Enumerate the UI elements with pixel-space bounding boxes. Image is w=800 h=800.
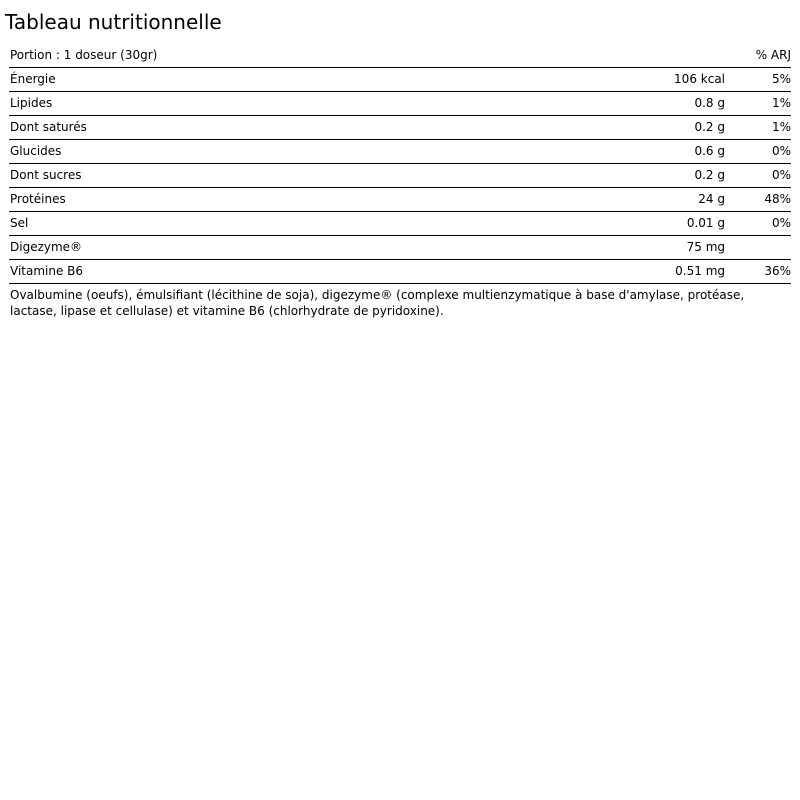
- nutrient-label: Protéines: [9, 188, 524, 212]
- nutrient-amount: 0.51 mg: [524, 260, 732, 284]
- nutrient-amount: 106 kcal: [524, 68, 732, 92]
- nutrient-amount: 0.2 g: [524, 164, 732, 188]
- nutrient-label: Énergie: [9, 68, 524, 92]
- nutrient-pct: 0%: [732, 164, 791, 188]
- table-row: [9, 92, 791, 116]
- nutrient-label: Sel: [9, 212, 524, 236]
- nutrient-pct: 5%: [732, 68, 791, 92]
- table-row: [9, 116, 791, 140]
- nutrient-amount: 0.01 g: [524, 212, 732, 236]
- nutrient-amount: 0.2 g: [524, 116, 732, 140]
- nutrient-pct: 1%: [732, 92, 791, 116]
- nutrient-pct: 0%: [732, 212, 791, 236]
- nutrient-pct: 36%: [732, 260, 791, 284]
- nutrient-label: Dont saturés: [9, 116, 524, 140]
- nutrient-label: Dont sucres: [9, 164, 524, 188]
- nutrient-label: Vitamine B6: [9, 260, 524, 284]
- portion-label: Portion : 1 doseur (30gr): [9, 44, 524, 68]
- ingredients-text: Ovalbumine (oeufs), émulsifiant (lécithine de soja), digezyme® (complexe multienzymatique à base d'amylase, protéase, lactase, lipase et cellulase) et vitamine B6 (chlorhydrate de pyridoxine).: [10, 288, 745, 318]
- table-row: [9, 188, 791, 212]
- nutrient-amount: 24 g: [524, 188, 732, 212]
- nutrient-amount: 75 mg: [524, 236, 732, 260]
- nutrient-pct: 48%: [732, 188, 791, 212]
- table-row: [9, 212, 791, 236]
- nutrient-pct: 1%: [732, 116, 791, 140]
- nutrient-label: Digezyme®: [9, 236, 524, 260]
- table-row: [9, 236, 791, 260]
- pct-arj-header: % ARJ: [732, 44, 791, 68]
- nutrition-table: [9, 44, 791, 284]
- page-title: Tableau nutritionnelle: [5, 10, 222, 34]
- nutrient-label: Lipides: [9, 92, 524, 116]
- table-header-row: [9, 44, 791, 68]
- nutrient-label: Glucides: [9, 140, 524, 164]
- nutrient-amount: 0.8 g: [524, 92, 732, 116]
- table-row: [9, 164, 791, 188]
- nutrient-pct: 0%: [732, 140, 791, 164]
- amount-header: [524, 44, 732, 68]
- table-row: [9, 260, 791, 284]
- nutrient-pct: [732, 236, 791, 260]
- table-row: [9, 68, 791, 92]
- table-row: [9, 140, 791, 164]
- nutrient-amount: 0.6 g: [524, 140, 732, 164]
